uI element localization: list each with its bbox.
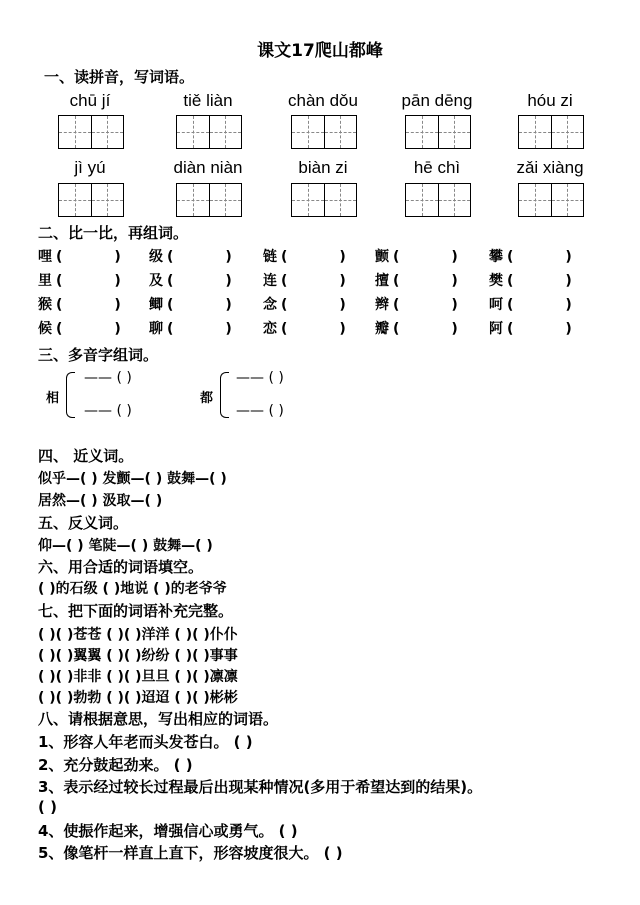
writing-grid[interactable] bbox=[58, 183, 124, 217]
writing-grid[interactable] bbox=[176, 115, 242, 149]
compare-row: 念 ( ) bbox=[263, 294, 346, 314]
pinyin-label: hē chì bbox=[413, 158, 461, 177]
pinyin-label: chàn dǒu bbox=[288, 91, 358, 110]
brace bbox=[220, 372, 229, 418]
compare-row: 连 ( ) bbox=[263, 270, 346, 290]
complete-row: ( )( )翼翼 ( )( )纷纷 ( )( )事事 bbox=[38, 648, 238, 664]
compare-char: 猴 bbox=[38, 297, 52, 313]
compare-char: 擅 bbox=[375, 273, 389, 289]
complete-row: ( )( )苍苍 ( )( )洋洋 ( )( )仆仆 bbox=[38, 627, 238, 643]
compare-char: 恋 bbox=[263, 321, 277, 337]
compare-row: 阿 ( ) bbox=[489, 318, 572, 338]
writing-grid[interactable] bbox=[405, 183, 471, 217]
compare-row: 鲫 ( ) bbox=[149, 294, 232, 314]
compare-row: 级 ( ) bbox=[149, 246, 232, 266]
compare-row: 聊 ( ) bbox=[149, 318, 232, 338]
compare-char: 阿 bbox=[489, 321, 503, 337]
pinyin-label: diàn niàn bbox=[173, 158, 243, 177]
polyphone-char: 都 bbox=[200, 391, 214, 406]
synonym-row: 似乎—( ) 发颤—( ) 鼓舞—( ) bbox=[38, 471, 227, 487]
compare-char: 颤 bbox=[375, 249, 389, 265]
compare-row: 樊 ( ) bbox=[489, 270, 572, 290]
antonym-row: 仰—( ) 笔陡—( ) 鼓舞—( ) bbox=[38, 538, 213, 554]
polyphone-char: 相 bbox=[46, 391, 60, 406]
pinyin-label: jì yú bbox=[74, 158, 106, 177]
compare-row: 辫 ( ) bbox=[375, 294, 458, 314]
page-title: 课文17爬山都峰 bbox=[257, 41, 383, 61]
writing-grid[interactable] bbox=[58, 115, 124, 149]
complete-row: ( )( )勃勃 ( )( )迢迢 ( )( )彬彬 bbox=[38, 690, 238, 706]
compare-char: 聊 bbox=[149, 321, 163, 337]
section-2-heading: 二、比一比，再组词。 bbox=[38, 224, 189, 242]
polyphone-line: —— ( ) bbox=[236, 370, 284, 386]
meaning-item: ( ) bbox=[38, 798, 57, 816]
compare-row: 及 ( ) bbox=[149, 270, 232, 290]
meaning-item: 4、使振作起来，增强信心或勇气。 ( ) bbox=[38, 822, 298, 840]
writing-grid[interactable] bbox=[291, 183, 357, 217]
compare-char: 连 bbox=[263, 273, 277, 289]
compare-char: 级 bbox=[149, 249, 163, 265]
compare-row: 里 ( ) bbox=[38, 270, 121, 290]
section-7-heading: 七、把下面的词语补充完整。 bbox=[38, 602, 234, 620]
section-3-heading: 三、多音字组词。 bbox=[38, 346, 159, 364]
compare-row: 哩 ( ) bbox=[38, 246, 121, 266]
compare-row: 攀 ( ) bbox=[489, 246, 572, 266]
compare-char: 念 bbox=[263, 297, 277, 313]
section-4-heading: 四、 近义词。 bbox=[38, 447, 134, 465]
compare-char: 鲫 bbox=[149, 297, 163, 313]
section-1-heading: 一、读拼音，写词语。 bbox=[44, 68, 195, 86]
pinyin-label: biàn zi bbox=[298, 158, 348, 177]
polyphone-line: —— ( ) bbox=[84, 403, 132, 419]
compare-char: 哩 bbox=[38, 249, 52, 265]
brace bbox=[66, 372, 75, 418]
polyphone-line: —— ( ) bbox=[236, 403, 284, 419]
compare-char: 链 bbox=[263, 249, 277, 265]
pinyin-label: hóu zi bbox=[527, 91, 573, 110]
complete-row: ( )( )非非 ( )( )旦旦 ( )( )凛凛 bbox=[38, 669, 238, 685]
compare-row: 猴 ( ) bbox=[38, 294, 121, 314]
compare-char: 瓣 bbox=[375, 321, 389, 337]
writing-grid[interactable] bbox=[176, 183, 242, 217]
meaning-item: 5、像笔杆一样直上直下，形容坡度很大。 ( ) bbox=[38, 844, 343, 862]
writing-grid[interactable] bbox=[291, 115, 357, 149]
section-5-heading: 五、反义词。 bbox=[38, 514, 129, 532]
compare-char: 候 bbox=[38, 321, 52, 337]
section-6-heading: 六、用合适的词语填空。 bbox=[38, 558, 204, 576]
compare-row: 呵 ( ) bbox=[489, 294, 572, 314]
fill-row: ( )的石级 ( )地说 ( )的老爷爷 bbox=[38, 581, 227, 597]
compare-char: 樊 bbox=[489, 273, 503, 289]
pinyin-label: zǎi xiàng bbox=[516, 158, 584, 177]
compare-row: 链 ( ) bbox=[263, 246, 346, 266]
compare-row: 恋 ( ) bbox=[263, 318, 346, 338]
meaning-item: 1、形容人年老而头发苍白。 ( ) bbox=[38, 733, 253, 751]
synonym-row: 居然—( ) 汲取—( ) bbox=[38, 493, 163, 509]
section-8-heading: 八、请根据意思，写出相应的词语。 bbox=[38, 710, 279, 728]
compare-row: 颤 ( ) bbox=[375, 246, 458, 266]
writing-grid[interactable] bbox=[518, 115, 584, 149]
compare-char: 辫 bbox=[375, 297, 389, 313]
meaning-item: 3、表示经过较长过程最后出现某种情况(多用于希望达到的结果)。 bbox=[38, 778, 483, 796]
polyphone-line: —— ( ) bbox=[84, 370, 132, 386]
compare-row: 擅 ( ) bbox=[375, 270, 458, 290]
pinyin-label: pān dēng bbox=[401, 91, 473, 110]
pinyin-label: tiě liàn bbox=[183, 91, 233, 110]
compare-char: 呵 bbox=[489, 297, 503, 313]
compare-row: 候 ( ) bbox=[38, 318, 121, 338]
compare-char: 及 bbox=[149, 273, 163, 289]
writing-grid[interactable] bbox=[518, 183, 584, 217]
compare-row: 瓣 ( ) bbox=[375, 318, 458, 338]
compare-char: 里 bbox=[38, 273, 52, 289]
writing-grid[interactable] bbox=[405, 115, 471, 149]
meaning-item: 2、充分鼓起劲来。 ( ) bbox=[38, 756, 193, 774]
pinyin-label: chū jí bbox=[69, 91, 111, 110]
compare-char: 攀 bbox=[489, 249, 503, 265]
